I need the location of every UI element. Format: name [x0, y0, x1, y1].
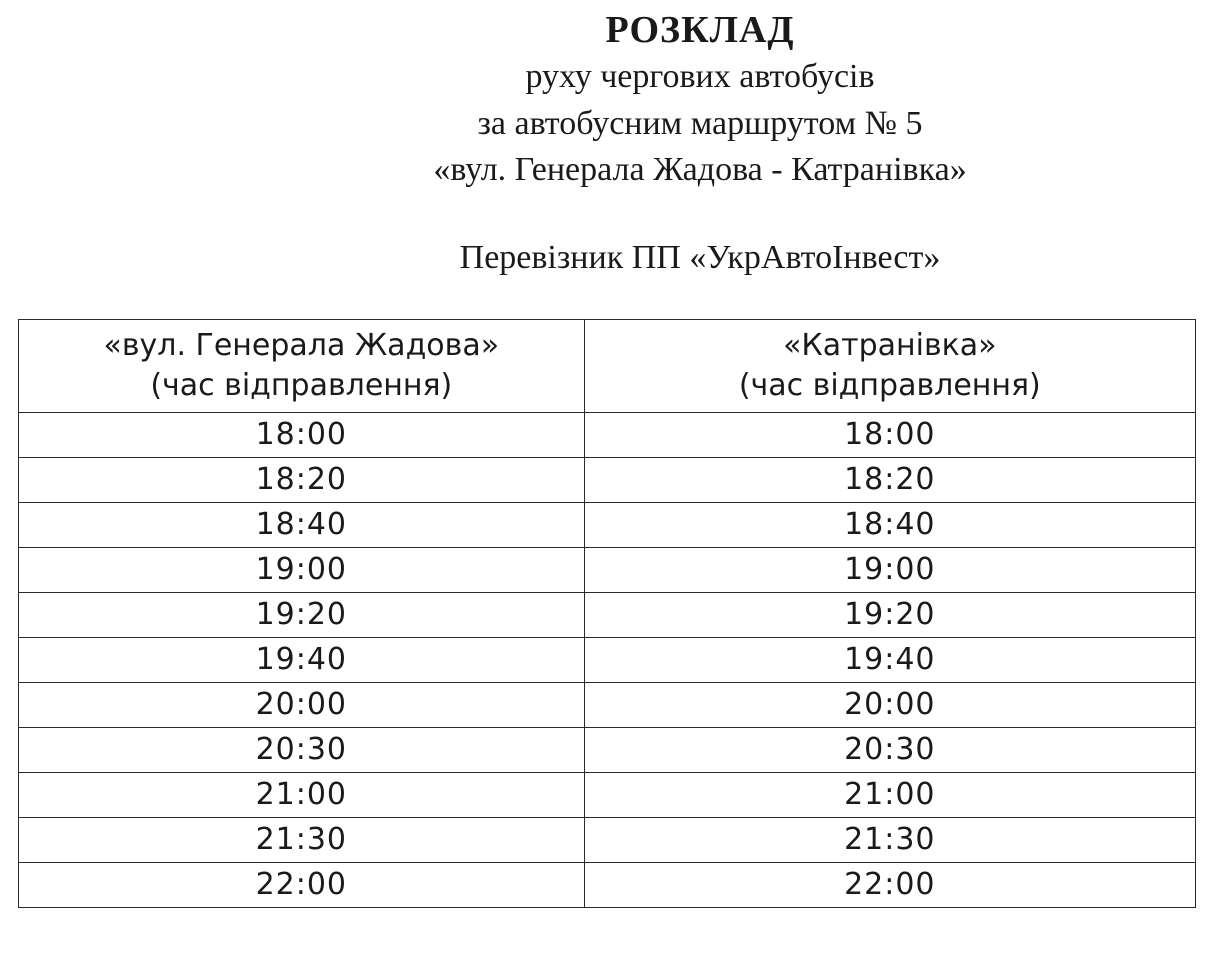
departure-time-zhadova: 19:00: [19, 548, 585, 593]
column-header-katranivka-name: «Катранівка»: [783, 328, 997, 363]
departure-time-katranivka: 19:00: [584, 548, 1195, 593]
departure-time-katranivka: 19:40: [584, 638, 1195, 683]
table-row: [19, 503, 1196, 548]
departure-time-zhadova: 21:00: [19, 773, 585, 818]
subtitle-line-3: «вул. Генерала Жадова - Катранівка»: [433, 151, 967, 188]
departure-time-zhadova: 19:40: [19, 638, 585, 683]
subtitle-line-2: за автобусним маршрутом № 5: [477, 105, 923, 142]
table-row: [19, 728, 1196, 773]
table-row: [19, 458, 1196, 503]
column-header-zhadova: [19, 320, 585, 413]
departure-time-katranivka: 19:20: [584, 593, 1195, 638]
column-header-zhadova-name: «вул. Генерала Жадова»: [103, 328, 500, 363]
carrier-line: Перевізник ПП «УкрАвтоІнвест»: [459, 239, 941, 276]
table-row: [19, 593, 1196, 638]
departure-time-katranivka: 21:00: [584, 773, 1195, 818]
column-header-katranivka-subtitle: (час відправлення): [738, 368, 1041, 403]
departure-time-zhadova: 21:30: [19, 818, 585, 863]
subtitle-line-1: руху чергових автобусів: [525, 58, 875, 95]
table-row: [19, 548, 1196, 593]
document-title: РОЗКЛАД: [605, 9, 795, 51]
schedule-table: [18, 319, 1196, 908]
column-header-zhadova-subtitle: (час відправлення): [150, 368, 453, 403]
table-row: [19, 683, 1196, 728]
departure-time-katranivka: 18:20: [584, 458, 1195, 503]
table-header-row: [19, 320, 1196, 413]
departure-time-zhadova: 18:00: [19, 413, 585, 458]
departure-time-zhadova: 20:00: [19, 683, 585, 728]
table-row: [19, 413, 1196, 458]
departure-time-katranivka: 18:00: [584, 413, 1195, 458]
departure-time-katranivka: 21:30: [584, 818, 1195, 863]
departure-time-katranivka: 20:30: [584, 728, 1195, 773]
table-row: [19, 818, 1196, 863]
departure-time-zhadova: 22:00: [19, 863, 585, 908]
table-row: [19, 638, 1196, 683]
departure-time-zhadova: 18:20: [19, 458, 585, 503]
departure-time-zhadova: 18:40: [19, 503, 585, 548]
departure-time-katranivka: 18:40: [584, 503, 1195, 548]
departure-time-katranivka: 22:00: [584, 863, 1195, 908]
departure-time-katranivka: 20:00: [584, 683, 1195, 728]
departure-time-zhadova: 19:20: [19, 593, 585, 638]
column-header-katranivka: [584, 320, 1195, 413]
table-row: [19, 863, 1196, 908]
departure-time-zhadova: 20:30: [19, 728, 585, 773]
table-row: [19, 773, 1196, 818]
